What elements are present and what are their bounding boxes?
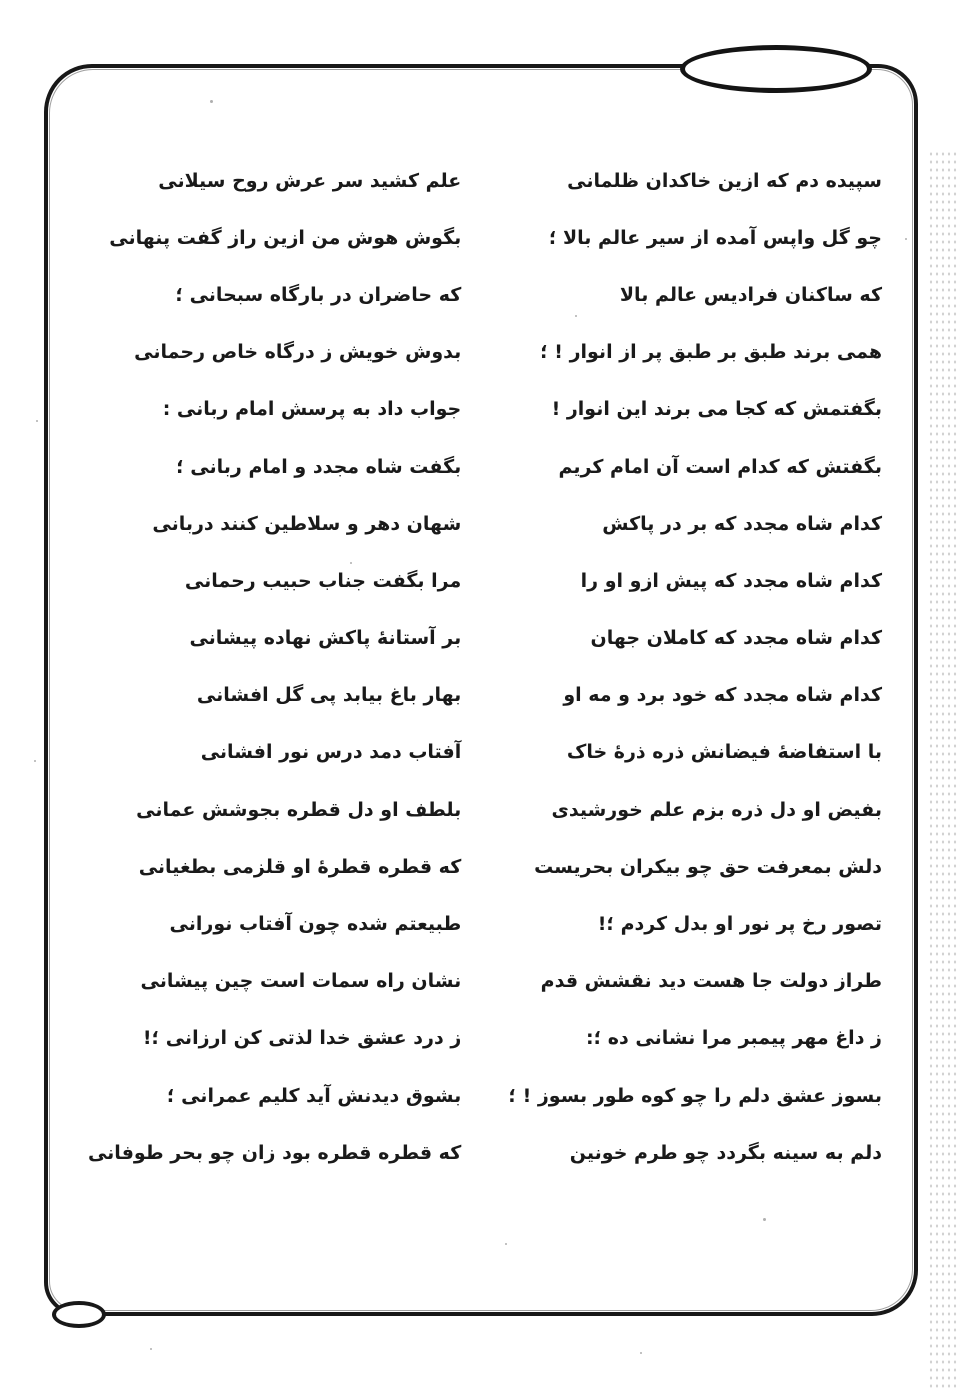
verse-row [108,552,882,609]
verse-row [87,1124,882,1181]
verse-row [108,667,882,724]
hemistich-first: کدام شاه مجدد که پیش ازو او را [580,569,882,592]
hemistich-first: دلش بمعرفت حق چو بیکران بحریست [534,855,882,878]
hemistich-second: آفتاب دمد درس نور افشانی [200,741,462,764]
verse-row [108,838,882,895]
verse-row [108,724,882,781]
hemistich-first: سپیده دم که ازین خاکدان ظلمانی [567,169,882,192]
hemistich-second: نشان راه سمات است چین پیشانی [140,970,462,993]
hemistich-second: بدوش خویش ز درگاه خاص رحمانی [134,341,462,364]
verse-row [108,1010,882,1067]
cartouche-oval-ornament [680,45,872,93]
hemistich-second: بگفت شاه مجدد و امام ربانی ؛ [176,455,462,478]
verse-row [108,381,882,438]
hemistich-first: همی برند طبق بر طبق پر از انوار ! ؛ [540,341,882,364]
hemistich-second: که قطره قطرهٔ او قلزمی بطغیانی [138,855,462,878]
hemistich-second: جواب داد به پرسش امام ربانی : [162,398,462,421]
border-notch-ornament [52,1301,106,1328]
hemistich-second: که قطره قطره بود زان چو بحر طوفانی [87,1141,462,1164]
hemistich-second: بر آستانهٔ پاکش نهاده پیشانی [189,627,462,650]
hemistich-first: با استفاضهٔ فیضانش ذره ذرهٔ خاک [566,741,882,764]
hemistich-second: بلطف او دل قطره بجوشش عمانی [136,798,462,821]
hemistich-first: کدام شاه مجدد که خود برد و مه او [563,684,882,707]
verse-row [108,152,882,209]
hemistich-first: دلم به سینه بگردد چو طرم خونین [569,1141,882,1164]
hemistich-second: ز درد عشق خدا لذتی کن ارزانی ؛! [142,1027,462,1050]
page-border-frame [44,64,918,1316]
verse-row [108,324,882,381]
verse-row [108,209,882,266]
hemistich-first: بسوز عشق دلم را چو کوه طور بسوز ! ؛ [508,1084,882,1107]
scan-noise-strip [928,150,960,1390]
hemistich-first: چو گل واپس آمده از سیر عالم بالا ؛ [548,226,882,249]
hemistich-first: طراز دولت جا هست دید نقشش قدم [540,970,882,993]
verse-row [108,495,882,552]
verse-row [108,781,882,838]
verse-row [108,438,882,495]
hemistich-first: کدام شاه مجدد که بر در پاکش [602,512,882,535]
verse-row [108,610,882,667]
hemistich-second: مرا بگفت جناب حبیب رحمانی [184,569,462,592]
hemistich-first: بگفتمش که کجا می برند این انوار ! [551,398,882,421]
verse-row [108,953,882,1010]
hemistich-second: شهان دهر و سلاطین کنند دربانی [152,512,462,535]
hemistich-first: ز داغ مهر پیمبر مرا نشانی ده ؛: [585,1027,882,1050]
hemistich-second: علم کشید سر عرش روح سیلانی [158,169,462,192]
hemistich-first: کدام شاه مجدد که کاملان جهان [590,627,882,650]
verse-row [108,1067,882,1124]
hemistich-first: بفیض او دل ذره بزم علم خورشیدی [551,798,882,821]
hemistich-first: بگفتش که کدام است آن امام کریم [558,455,882,478]
verse-row [108,895,882,952]
hemistich-first: تصور رخ پر نور او بدل کردم ؛! [597,913,882,936]
verse-row [108,266,882,323]
hemistich-second: بگوش هوش من ازین راز گفت پنهانی [109,226,462,249]
hemistich-second: طبیعتم شده چون آفتاب نورانی [169,913,462,936]
hemistich-second: بشوق دیدنش آید کلیم عمرانی ؛ [166,1084,462,1107]
poem-text-block [87,152,882,1181]
hemistich-first: که ساکنان فرادیس عالم بالا [619,283,882,306]
hemistich-second: بهار باغ بیابد پی گل افشانی [196,684,462,707]
hemistich-second: که حاضران در بارگاه سبحانی ؛ [175,283,462,306]
